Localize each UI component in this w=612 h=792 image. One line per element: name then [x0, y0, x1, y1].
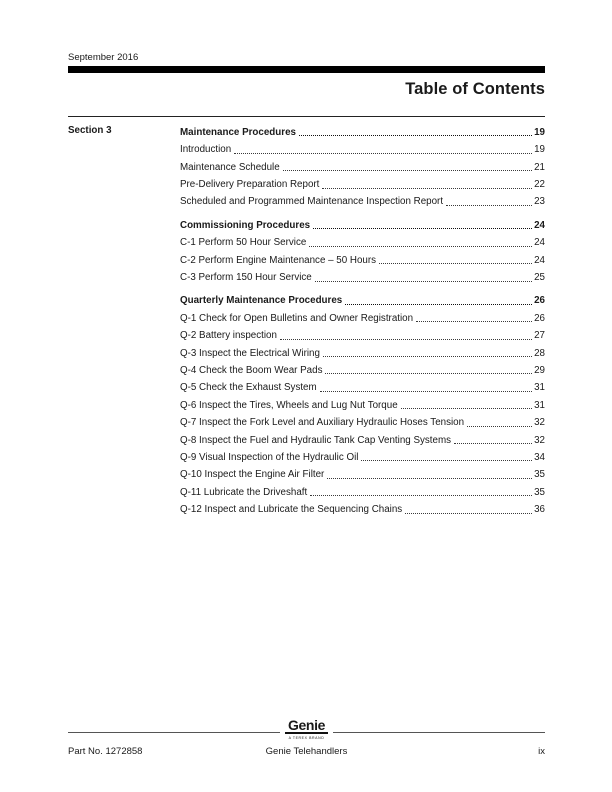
toc-entry-label: Q-6 Inspect the Tires, Wheels and Lug Nut Torque [180, 399, 398, 411]
toc-entry-label: Q-12 Inspect and Lubricate the Sequencing Chains [180, 504, 403, 516]
toc-entry-page: 26 [534, 295, 545, 307]
toc-entry-page: 31 [534, 382, 545, 394]
toc-entry-label: Pre-Delivery Preparation Report [180, 179, 320, 191]
toc-entry-page: 35 [534, 486, 545, 498]
dot-leader [313, 228, 532, 229]
toc-entry[interactable] [180, 498, 545, 515]
dot-leader [299, 135, 532, 136]
toc-entry-label: Q-8 Inspect the Fuel and Hydraulic Tank Cap Venting Systems [180, 434, 452, 446]
toc-entry-label: Q-3 Inspect the Electrical Wiring [180, 347, 320, 359]
header-date: September 2016 [68, 52, 139, 63]
toc-entry-page: 24 [534, 237, 545, 249]
toc-entry-page: 32 [534, 434, 545, 446]
footer-page-number: ix [538, 746, 545, 757]
dot-leader [446, 205, 532, 206]
dot-leader [309, 246, 532, 247]
toc-entry[interactable] [180, 173, 545, 190]
dot-leader [322, 188, 532, 189]
toc-entry-page: 22 [534, 179, 545, 191]
dot-leader [467, 426, 532, 427]
toc-entry-page: 26 [534, 312, 545, 324]
toc-entry-page: 35 [534, 469, 545, 481]
toc-entry[interactable] [180, 359, 545, 376]
footer-rule-left [68, 732, 280, 733]
toc-entry-label: Q-5 Check the Exhaust System [180, 382, 317, 394]
toc-entry[interactable] [180, 121, 545, 138]
toc-entry-label: C-3 Perform 150 Hour Service [180, 272, 312, 284]
dot-leader [234, 153, 532, 154]
toc-entry-page: 28 [534, 347, 545, 359]
dot-leader [327, 478, 532, 479]
toc-entry-label: Maintenance Schedule [180, 161, 280, 173]
toc-entry-label: C-2 Perform Engine Maintenance – 50 Hours [180, 254, 377, 266]
toc-entry[interactable] [180, 266, 545, 283]
page-header [68, 52, 545, 99]
footer-part-number: Part No. 1272858 [68, 746, 143, 757]
dot-leader [454, 443, 532, 444]
toc-entry-page: 19 [534, 126, 545, 138]
toc-entry-label: Scheduled and Programmed Maintenance Inspection Report [180, 196, 444, 208]
footer-doc-title: Genie Telehandlers [265, 746, 348, 757]
dot-leader [283, 170, 532, 171]
dot-leader [401, 408, 532, 409]
toc-entry-page: 32 [534, 417, 545, 429]
header-rule-bar [68, 66, 545, 73]
toc-entry-label: Quarterly Maintenance Procedures [180, 295, 343, 307]
toc-entry-page: 24 [534, 219, 545, 231]
dot-leader [345, 304, 532, 305]
page-footer [68, 717, 545, 757]
toc-entry[interactable] [180, 394, 545, 411]
toc-entry[interactable] [180, 481, 545, 498]
toc-entry[interactable] [180, 156, 545, 173]
toc-entry[interactable] [180, 290, 545, 307]
dot-leader [320, 391, 532, 392]
toc-entry-page: 31 [534, 399, 545, 411]
toc-entry-label: Maintenance Procedures [180, 126, 296, 138]
genie-logo [285, 717, 328, 740]
toc-entry-page: 29 [534, 364, 545, 376]
toc-entry-label: Introduction [180, 144, 232, 156]
toc-entry-page: 25 [534, 272, 545, 284]
dot-leader [323, 356, 532, 357]
toc-entry[interactable] [180, 307, 545, 324]
dot-leader [361, 460, 532, 461]
toc-entry[interactable] [180, 138, 545, 155]
toc-entry-page: 27 [534, 330, 545, 342]
toc-entry[interactable] [180, 342, 545, 359]
toc-entry-label: Q-9 Visual Inspection of the Hydraulic Oil [180, 451, 359, 463]
toc-entry[interactable] [180, 463, 545, 480]
toc-entry[interactable] [180, 429, 545, 446]
dot-leader [379, 263, 532, 264]
genie-logo-wordmark: Genie [285, 719, 328, 734]
toc-entry[interactable] [180, 411, 545, 428]
footer-text-row [68, 746, 545, 757]
toc-entry-page: 24 [534, 254, 545, 266]
dot-leader [325, 373, 532, 374]
toc-entry[interactable] [180, 324, 545, 341]
toc-entry[interactable] [180, 249, 545, 266]
dot-leader [315, 281, 532, 282]
toc-entry-page: 19 [534, 144, 545, 156]
toc-entry[interactable] [180, 214, 545, 231]
footer-rule-right [333, 732, 545, 733]
toc-entry[interactable] [180, 191, 545, 208]
toc-entry-page: 34 [534, 451, 545, 463]
toc-entry-page: 23 [534, 196, 545, 208]
toc-entry-label: Q-11 Lubricate the Driveshaft [180, 486, 308, 498]
toc-entry-label: Commissioning Procedures [180, 219, 311, 231]
toc-entry[interactable] [180, 231, 545, 248]
section-label: Section 3 [68, 125, 112, 136]
toc-entry-label: Q-2 Battery inspection [180, 330, 277, 342]
toc-entry[interactable] [180, 446, 545, 463]
toc-list [180, 121, 545, 516]
toc-entry-label: Q-4 Check the Boom Wear Pads [180, 364, 323, 376]
toc-entry-page: 21 [534, 161, 545, 173]
dot-leader [310, 495, 532, 496]
footer-rule [68, 717, 545, 740]
dot-leader [416, 321, 532, 322]
toc-entry-label: C-1 Perform 50 Hour Service [180, 237, 307, 249]
toc-entry-label: Q-7 Inspect the Fork Level and Auxiliary Hydraulic Hoses Tension [180, 417, 465, 429]
toc-entry-page: 36 [534, 504, 545, 516]
toc-content [68, 116, 545, 516]
dot-leader [280, 339, 532, 340]
toc-entry-label: Q-1 Check for Open Bulletins and Owner Registration [180, 312, 414, 324]
toc-entry-label: Q-10 Inspect the Engine Air Filter [180, 469, 325, 481]
page-title: Table of Contents [405, 80, 545, 98]
genie-logo-tagline: A TEREX BRAND [288, 736, 325, 740]
toc-entry[interactable] [180, 376, 545, 393]
dot-leader [405, 513, 532, 514]
